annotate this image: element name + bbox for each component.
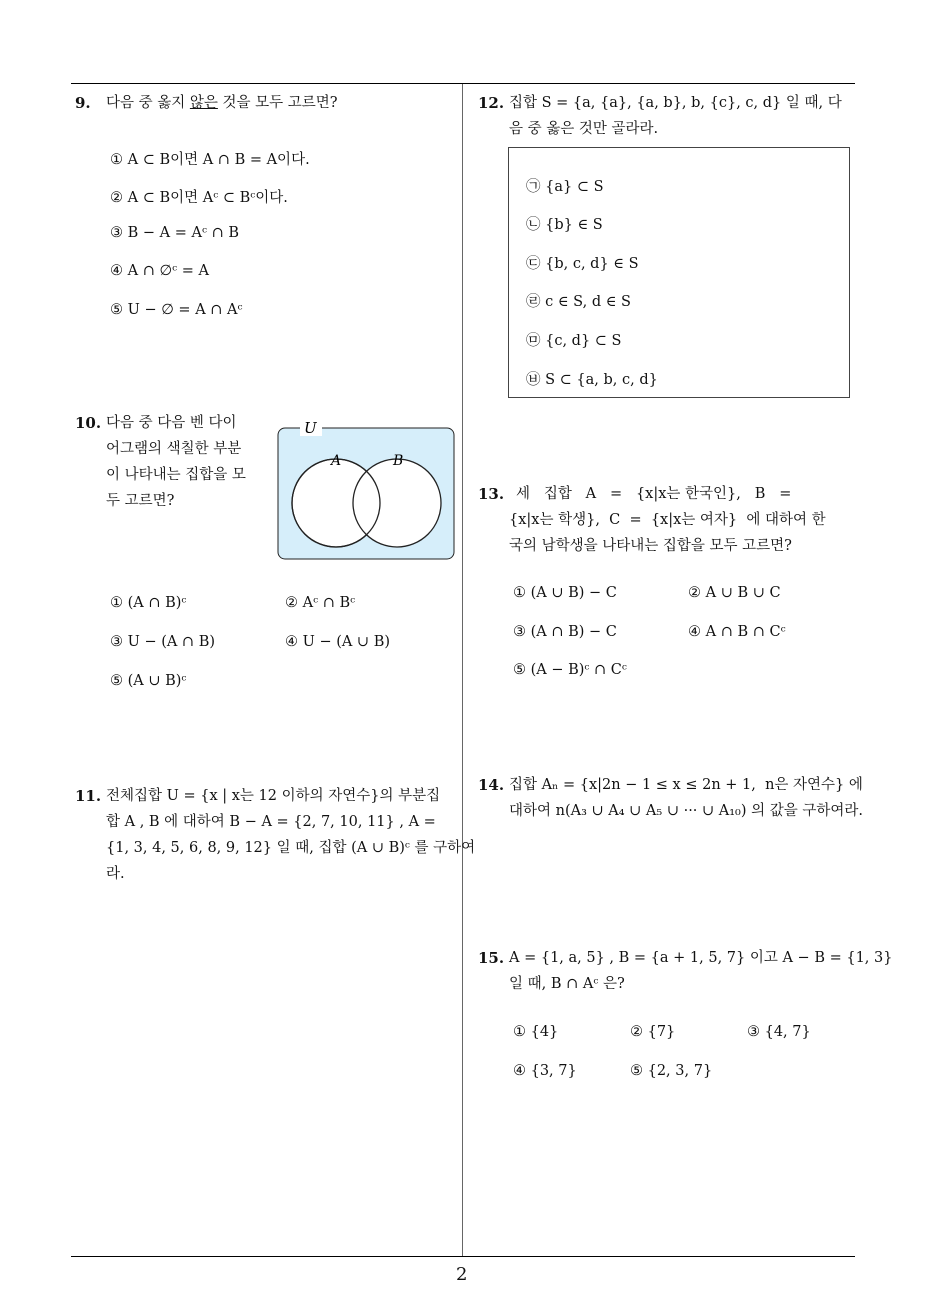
option-1[interactable]: ① (A ∪ B) − C (513, 585, 617, 601)
question-stem-line: 두 고르면? (106, 493, 175, 509)
option-2[interactable]: ② A ⊂ B이면 Aᶜ ⊂ Bᶜ이다. (110, 190, 288, 206)
choice-b[interactable]: ㉡ {b} ∈ S (526, 217, 603, 233)
option-2[interactable]: ② Aᶜ ∩ Bᶜ (285, 595, 356, 611)
choice-e[interactable]: ㉤ {c, d} ⊂ S (526, 333, 622, 349)
choice-f[interactable]: ㉥ S ⊂ {a, b, c, d} (526, 372, 658, 388)
option-3[interactable]: ③ U − (A ∩ B) (110, 634, 216, 650)
question-line: A = {1, a, 5} , B = {a + 1, 5, 7} 이고 A − B = {1, 3} (509, 950, 893, 966)
set-a-label: A (331, 453, 342, 469)
question-number: 13. (478, 485, 505, 503)
question-stem: 다음 중 옳지 않은 것을 모두 고르면? (106, 95, 338, 111)
option-2[interactable]: ② A ∪ B ∪ C (688, 585, 781, 601)
emphasis-underline: 않은 (189, 95, 218, 111)
question-number: 15. (478, 949, 505, 967)
option-1[interactable]: ① {4} (513, 1024, 559, 1040)
option-5[interactable]: ⑤ U − ∅ = A ∩ Aᶜ (110, 302, 243, 318)
choice-d[interactable]: ㉣ c ∈ S, d ∈ S (526, 294, 631, 310)
question-line: {x|x는 학생}, C = {x|x는 여자} 에 대하여 한 (509, 512, 826, 528)
question-line: 일 때, B ∩ Aᶜ 은? (509, 976, 625, 992)
question-line: {1, 3, 4, 5, 6, 8, 9, 12} 일 때, 집합 (A ∪ B)ᶜ 를 구하여 (106, 840, 476, 856)
choice-c[interactable]: ㉢ {b, c, d} ∈ S (526, 256, 639, 272)
question-line: 집합 S = {a, {a}, {a, b}, b, {c}, c, d} 일 때, 다 (509, 95, 842, 111)
bottom-rule (71, 1256, 855, 1257)
question-line: 대하여 n(A₃ ∪ A₄ ∪ A₅ ∪ ··· ∪ A₁₀) 의 값을 구하여라. (509, 803, 864, 819)
question-stem-line: 이 나타내는 집합을 모 (106, 467, 246, 483)
option-1[interactable]: ① (A ∩ B)ᶜ (110, 595, 187, 611)
option-1[interactable]: ① A ⊂ B이면 A ∩ B = A이다. (110, 152, 310, 168)
option-4[interactable]: ④ U − (A ∪ B) (285, 634, 391, 650)
option-4[interactable]: ④ A ∩ ∅ᶜ = A (110, 263, 209, 279)
top-rule (71, 83, 855, 84)
option-3[interactable]: ③ B − A = Aᶜ ∩ B (110, 225, 239, 241)
question-line: 라. (106, 866, 125, 882)
question-number: 9. (75, 94, 91, 112)
page-number: 2 (456, 1264, 468, 1285)
question-line: 국의 남학생을 나타내는 집합을 모두 고르면? (509, 538, 792, 554)
question-stem-line: 어그램의 색칠한 부분 (106, 441, 242, 457)
option-3[interactable]: ③ {4, 7} (747, 1024, 811, 1040)
option-5[interactable]: ⑤ {2, 3, 7} (630, 1063, 713, 1079)
question-number: 12. (478, 94, 505, 112)
option-4[interactable]: ④ {3, 7} (513, 1063, 577, 1079)
question-line: 전체집합 U = {x | x는 12 이하의 자연수}의 부분집 (106, 788, 441, 804)
option-4[interactable]: ④ A ∩ B ∩ Cᶜ (688, 624, 786, 640)
question-line: 세 집합 A = {x|x는 한국인}, B = (516, 486, 792, 502)
choice-a[interactable]: ㉠ {a} ⊂ S (526, 179, 604, 195)
column-divider (462, 84, 463, 1256)
set-b-circle (353, 459, 441, 547)
option-5[interactable]: ⑤ (A − B)ᶜ ∩ Cᶜ (513, 662, 627, 678)
option-3[interactable]: ③ (A ∩ B) − C (513, 624, 617, 640)
question-number: 10. (75, 414, 102, 432)
universe-label: U (304, 419, 317, 437)
set-b-label: B (393, 453, 404, 469)
option-5[interactable]: ⑤ (A ∪ B)ᶜ (110, 673, 187, 689)
question-line: 음 중 옳은 것만 골라라. (509, 121, 659, 137)
question-stem-line: 다음 중 다음 벤 다이 (106, 415, 237, 431)
question-line: 합 A , B 에 대하여 B − A = {2, 7, 10, 11} , A = (106, 814, 436, 830)
question-line: 집합 Aₙ = {x|2n − 1 ≤ x ≤ 2n + 1, n은 자연수} 에 (509, 777, 863, 793)
question-number: 14. (478, 776, 505, 794)
option-2[interactable]: ② {7} (630, 1024, 676, 1040)
question-number: 11. (75, 787, 102, 805)
venn-diagram (276, 418, 458, 563)
